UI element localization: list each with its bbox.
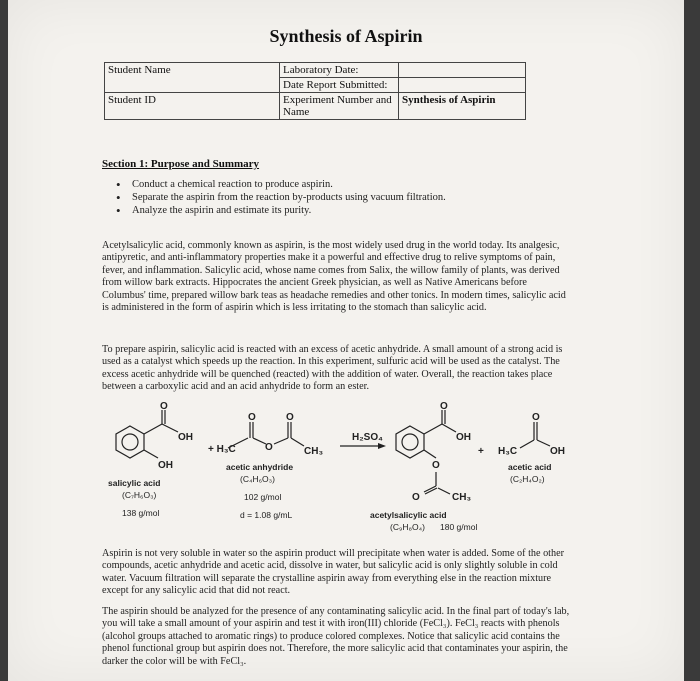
svg-text:OH: OH xyxy=(178,432,193,443)
svg-text:O: O xyxy=(532,412,540,423)
anhydride-mass: 102 g/mol xyxy=(244,492,282,502)
lab-date-label-cell xyxy=(280,63,399,78)
list-item: • Separate the aspirin from the reaction by-products using vacuum filtration. xyxy=(116,191,446,204)
svg-text:CH₃: CH₃ xyxy=(452,492,472,503)
benzene-ring-aspirin xyxy=(396,426,424,458)
aspirin-name: acetylsalicylic acid xyxy=(370,510,447,520)
report-submitted-label-cell xyxy=(280,78,399,93)
plus-sign: + xyxy=(478,446,484,457)
lab-date-label: Laboratory Date: xyxy=(283,64,359,76)
acetic-acid-name: acetic acid xyxy=(508,462,552,472)
svg-text:O: O xyxy=(265,442,273,453)
aromatic-circle-salicylic xyxy=(122,434,138,450)
experiment-value: Synthesis of Aspirin xyxy=(402,94,496,106)
list-item: • Analyze the aspirin and estimate its purity. xyxy=(116,204,446,217)
svg-text:+ H₃C: + H₃C xyxy=(208,444,236,455)
experiment-label-cell xyxy=(280,93,399,120)
procedure-paragraph: To prepare aspirin, salicylic acid is reacted with an excess of acetic anhydride. A small amount of a strong acid is used as a catalyst which speeds up the reaction. In this experiment, sulfuric acid will be used as the catalyst. The excess acetic anhydride will be quenched (reacted) with the addition of water. Overall, the reaction takes place between a carboxylic acid and an acid anhydride to form an ester. xyxy=(102,344,563,393)
student-name-label: Student Name xyxy=(108,64,171,76)
anhydride-formula: (C₄H₆O₃) xyxy=(240,474,275,484)
student-id-label: Student ID xyxy=(108,94,156,106)
catalyst-label: H₂SO₄ xyxy=(352,432,383,443)
student-info-table xyxy=(104,62,526,120)
salicylic-name: salicylic acid xyxy=(108,478,161,488)
svg-text:O: O xyxy=(286,412,294,423)
aspirin-formula: (C₉H₈O₄) xyxy=(390,522,425,532)
solubility-paragraph: Aspirin is not very soluble in water so the aspirin product will precipitate when water is added. Some of the other compounds, acetic anhydride and acetic acid, dissolve in water, but salicylic acid is only slightly soluble in cold water. Vacuum filtration will separate the crystalline aspirin away from everything else in the reaction mixture except for any salicylic acid that did not react. xyxy=(102,548,565,597)
report-submitted-label: Date Report Submitted: xyxy=(283,79,388,91)
page-title: Synthesis of Aspirin xyxy=(269,26,423,46)
anhydride-density: d = 1.08 g/mL xyxy=(240,510,293,520)
svg-text:O: O xyxy=(248,412,256,423)
salicylic-formula: (C₇H₆O₃) xyxy=(122,490,157,500)
svg-text:OH: OH xyxy=(456,432,471,443)
analysis-paragraph: The aspirin should be analyzed for the presence of any contaminating salicylic acid. In the final part of today's lab, you will take a small amount of your aspirin and test it with iron(III) chloride (FeCl₃). FeCl₃ reacts with phenols (alcohol groups attached to aromatic rings) to produce colored complexes. Notice that salicylic acid contains the phenol functional group but aspirin does not. Therefore, the more salicylic acid that contaminates your aspirin, the darker the color will be with FeCl₃. xyxy=(102,606,570,667)
student-id-cell[interactable] xyxy=(105,93,280,120)
svg-text:OH: OH xyxy=(550,446,565,457)
report-submitted-value-cell[interactable] xyxy=(399,78,526,93)
reaction-scheme xyxy=(100,400,580,540)
anhydride-name: acetic anhydride xyxy=(226,462,294,472)
section-heading: Section 1: Purpose and Summary xyxy=(102,158,260,170)
document-page xyxy=(8,0,684,681)
svg-text:H₃C: H₃C xyxy=(498,446,518,457)
svg-text:O: O xyxy=(160,401,168,412)
svg-text:CH₃: CH₃ xyxy=(304,446,324,457)
svg-text:O: O xyxy=(412,492,420,503)
purpose-list xyxy=(116,178,446,217)
benzene-ring-salicylic xyxy=(116,426,144,458)
aspirin-mass: 180 g/mol xyxy=(440,522,478,532)
acetic-acid-formula: (C₂H₄O₂) xyxy=(510,474,545,484)
student-name-cell[interactable] xyxy=(105,63,280,93)
lab-date-value-cell[interactable] xyxy=(399,63,526,78)
experiment-label: Experiment Number and Name xyxy=(283,94,392,118)
reaction-diagram xyxy=(100,400,580,540)
salicylic-mass: 138 g/mol xyxy=(122,508,160,518)
intro-paragraph: Acetylsalicylic acid, commonly known as aspirin, is the most widely used drug in the world today. Its analgesic, antipyretic, and anti-inflammatory properties make it a powerful and effective drug to relive symptoms of pain, fever, and inflammation. Salicylic acid, whose name comes from Salix, the willow family of plants, was derived from willow bark extracts. Hippocrates the ancient Greek physician, as well as Native Americans before Columbus' time, prepared willow bark teas as headache remedies and other tonics. In modern times, salicylic acid is administered in the form of aspirin which is less irritating to the stomach than salicylic acid. xyxy=(102,240,566,314)
svg-text:OH: OH xyxy=(158,460,173,471)
svg-text:O: O xyxy=(432,460,440,471)
experiment-value-cell xyxy=(399,93,526,120)
list-item: • Conduct a chemical reaction to produce aspirin. xyxy=(116,178,446,191)
svg-text:O: O xyxy=(440,401,448,412)
